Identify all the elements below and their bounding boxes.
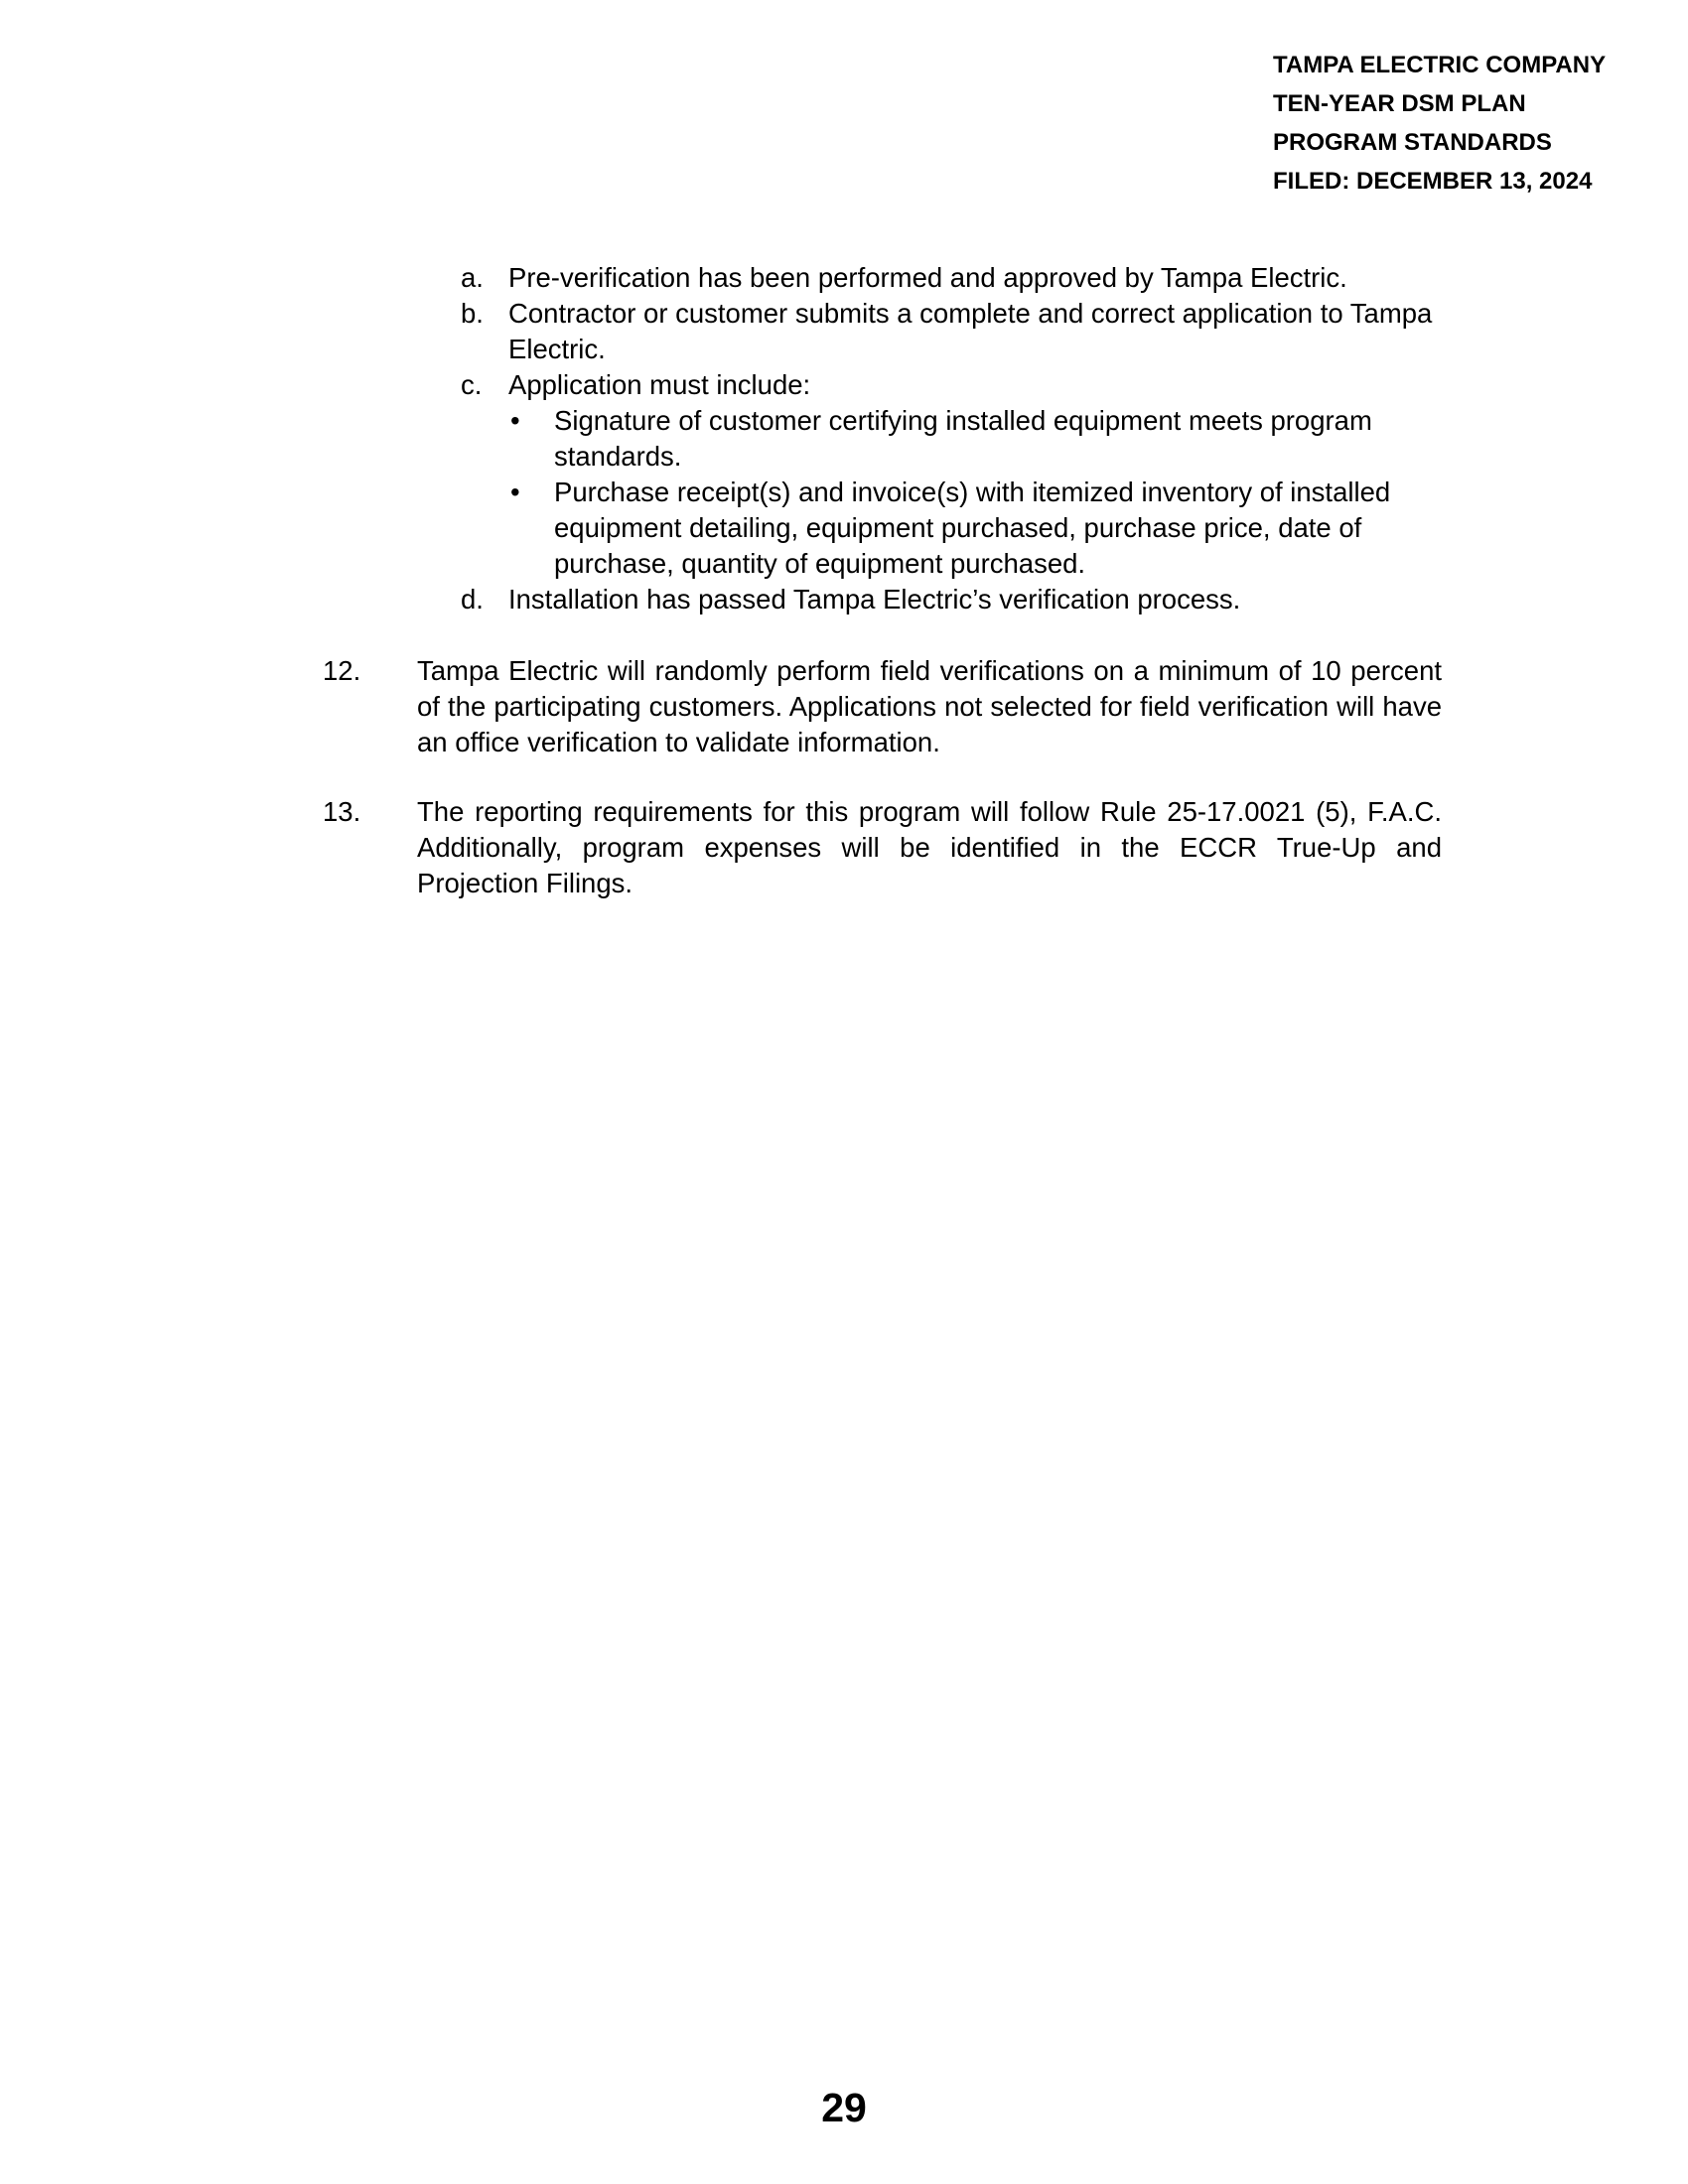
bullet-icon: • [510, 405, 520, 436]
requirement-letter: b. [461, 298, 484, 329]
item-number: 13. [323, 796, 361, 827]
bullet-text: Signature of customer certifying installed equipment meets program standards. [554, 405, 1372, 472]
requirement-a [457, 260, 1440, 296]
document-header [1273, 46, 1606, 201]
list-item [508, 403, 1440, 475]
item-text: Tampa Electric will randomly perform field verifications on a minimum of 10 percent of the participating customers. Applications not selected for field verification will have an office verification to validate information. [417, 655, 1442, 757]
item-text: The reporting requirements for this program will follow Rule 25-17.0021 (5), F.A.C. Additionally, program expenses will be identified in the ECCR True-Up and Projection Filings. [417, 796, 1442, 898]
requirement-text: Installation has passed Tampa Electric’s verification process. [508, 584, 1241, 614]
item-number: 12. [323, 655, 361, 686]
header-filed-date: FILED: DECEMBER 13, 2024 [1273, 168, 1593, 195]
requirement-text: Pre-verification has been performed and approved by Tampa Electric. [508, 262, 1347, 293]
requirement-b [457, 296, 1440, 367]
header-plan: TEN-YEAR DSM PLAN [1273, 90, 1526, 117]
list-item [508, 475, 1440, 582]
bullet-icon: • [510, 477, 520, 507]
requirement-letter: a. [461, 262, 484, 293]
requirement-text: Contractor or customer submits a complete and correct application to Tampa Electric. [508, 298, 1433, 364]
requirements-list [457, 260, 1440, 617]
page-number: 29 [821, 2085, 867, 2130]
numbered-item-12 [323, 653, 1442, 760]
requirement-letter: c. [461, 369, 483, 400]
requirement-d [457, 582, 1440, 617]
header-company: TAMPA ELECTRIC COMPANY [1273, 52, 1607, 78]
bullet-text: Purchase receipt(s) and invoice(s) with itemized inventory of installed equipment detailing, equipment purchased, purchase price, date of purchase, quantity of equipment purchased. [554, 477, 1391, 579]
numbered-item-13 [323, 794, 1442, 901]
requirement-text: Application must include: [508, 369, 811, 400]
header-section: PROGRAM STANDARDS [1273, 129, 1552, 156]
requirement-c [457, 367, 1440, 582]
application-contents-list [508, 403, 1440, 582]
requirement-letter: d. [461, 584, 484, 614]
